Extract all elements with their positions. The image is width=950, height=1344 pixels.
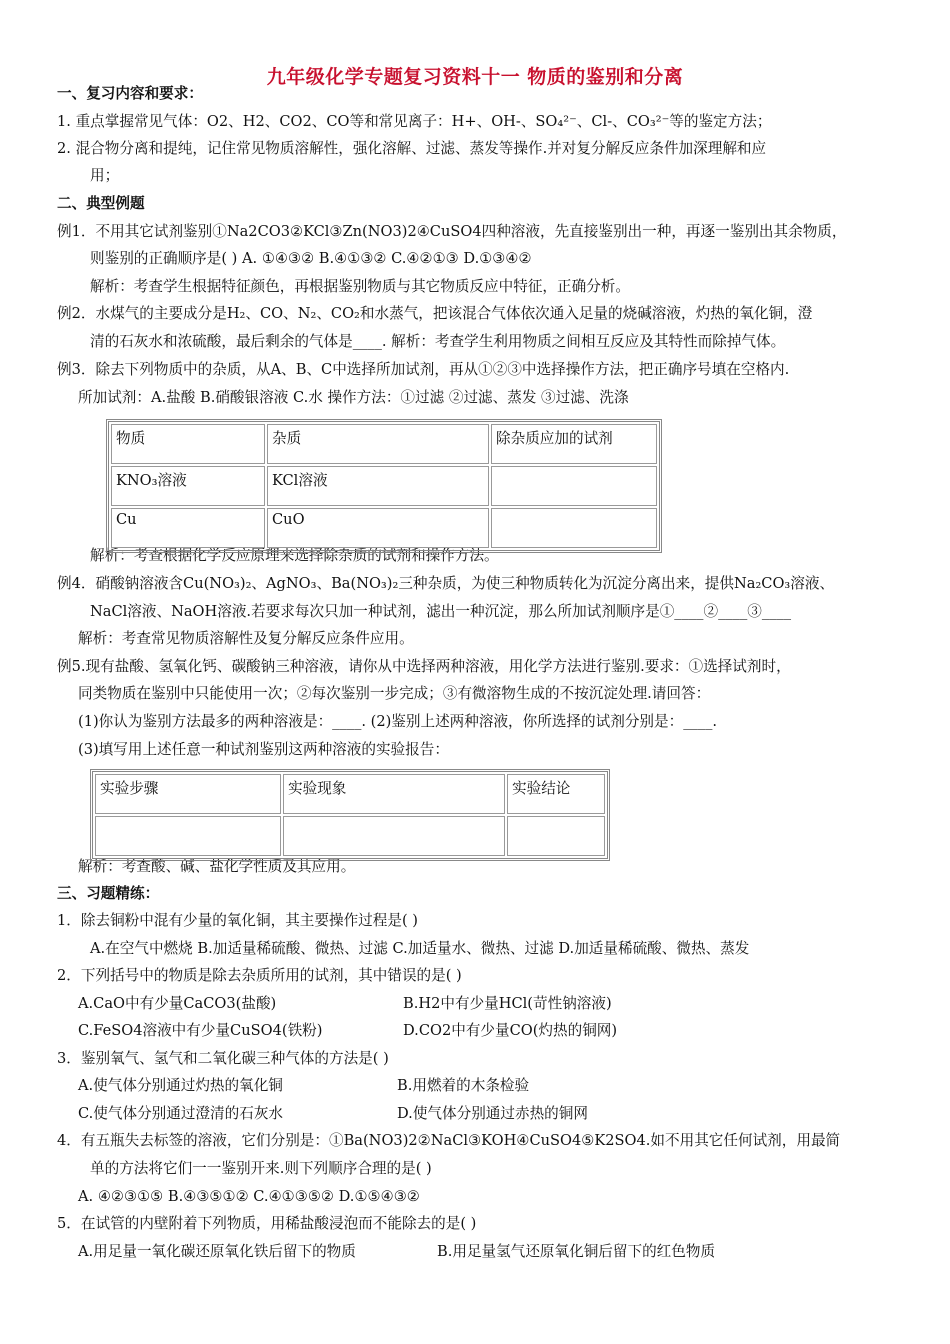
table-header-cell: 杂质 [267, 424, 489, 464]
text-line: 2．下列括号中的物质是除去杂质所用的试剂，其中错误的是( ) [57, 967, 462, 984]
table-header-cell: 实验步骤 [95, 774, 281, 814]
table-header-cell: 实验现象 [283, 774, 505, 814]
table-cell: CuO [267, 508, 489, 548]
text-line: 3．鉴别氧气、氢气和二氧化碳三种气体的方法是( ) [57, 1050, 389, 1067]
text-line: D.使气体分别通过赤热的铜网 [397, 1105, 588, 1122]
text-line: C.使气体分别通过澄清的石灰水 [78, 1105, 284, 1122]
text-line: 例1．不用其它试剂鉴别①Na2CO3②KCl③Zn(NO3)2④CuSO4四种溶液，先直接鉴别出一种，再逐一鉴别出其余物质， [57, 223, 847, 240]
text-line: C.FeSO4溶液中有少量CuSO4(铁粉) [78, 1022, 323, 1039]
text-line: 例4．硝酸钠溶液含Cu(NO₃)₂、AgNO₃、Ba(NO₃)₂三种杂质，为使三种物质转化为沉淀分离出来，提供Na₂CO₃溶液、 [57, 575, 835, 592]
text-line: 2. 混合物分离和提纯，记住常见物质溶解性，强化溶解、过滤、蒸发等操作.并对复分解反应条件加深理解和应 [57, 140, 767, 157]
experiment-report-table [90, 769, 610, 861]
table-cell [95, 816, 281, 856]
text-line: A. ④②③①⑤ B.④③⑤①② C.④①③⑤② D.①⑤④③② [78, 1188, 420, 1205]
impurity-table [106, 419, 662, 553]
text-line: A.CaO中有少量CaCO3(盐酸) [78, 995, 277, 1012]
text-line: 5．在试管的内壁附着下列物质，用稀盐酸浸泡而不能除去的是( ) [57, 1215, 477, 1232]
text-line: 同类物质在鉴别中只能使用一次；②每次鉴别一步完成；③有微溶物生成的不按沉淀处理.请回答： [78, 685, 711, 702]
text-line: 例5.现有盐酸、氢氧化钙、碳酸钠三种溶液，请你从中选择两种溶液，用化学方法进行鉴别.要求：①选择试剂时， [57, 658, 791, 675]
text-line: 所加试剂：A.盐酸 B.硝酸银溶液 C.水 操作方法：①过滤 ②过滤、蒸发 ③过滤、洗涤 [78, 389, 629, 406]
text-line: 例2．水煤气的主要成分是H₂、CO、N₂、CO₂和水蒸气，把该混合气体依次通入足量的烧碱溶液，灼热的氧化铜，澄 [57, 305, 813, 322]
text-line: 1．除去铜粉中混有少量的氧化铜，其主要操作过程是( ) [57, 912, 418, 929]
text-line: D.CO2中有少量CO(灼热的铜网) [403, 1022, 618, 1039]
text-line: 则鉴别的正确顺序是( ) A. ①④③② B.④①③② C.④②①③ D.①③④② [90, 250, 532, 267]
text-line: 解析：考查根据化学反应原理来选择除杂质的试剂和操作方法。 [90, 547, 499, 564]
table-cell [491, 508, 657, 548]
table-cell [507, 816, 605, 856]
table-header-cell: 物质 [111, 424, 265, 464]
text-line: B.H2中有少量HCl(苛性钠溶液) [403, 995, 612, 1012]
table-header-cell: 除杂质应加的试剂 [491, 424, 657, 464]
page-title: 九年级化学专题复习资料十一 物质的鉴别和分离 [266, 66, 684, 88]
section-heading: 三、习题精练： [57, 885, 160, 902]
text-line: (3)填写用上述任意一种试剂鉴别这两种溶液的实验报告： [78, 741, 449, 758]
text-line: 解析：考查酸、碱、盐化学性质及其应用。 [78, 858, 356, 875]
table-cell: Cu [111, 508, 265, 548]
text-line: 单的方法将它们一一鉴别开来.则下列顺序合理的是( ) [90, 1160, 432, 1177]
table-header-cell: 实验结论 [507, 774, 605, 814]
text-line: B.用燃着的木条检验 [397, 1077, 530, 1094]
text-line: (1)你认为鉴别方法最多的两种溶液是：____. (2)鉴别上述两种溶液，你所选择的试剂分别是：____. [78, 713, 718, 730]
text-line: 4．有五瓶失去标签的溶液，它们分别是：①Ba(NO3)2②NaCl③KOH④CuSO4⑤K2SO4.如不用其它任何试剂，用最简 [57, 1132, 841, 1149]
text-line: 用； [90, 167, 120, 184]
text-line: A.使气体分别通过灼热的氧化铜 [78, 1077, 283, 1094]
text-line: 解析：考查常见物质溶解性及复分解反应条件应用。 [78, 630, 414, 647]
table-cell [491, 466, 657, 506]
text-line: NaCl溶液、NaOH溶液.若要求每次只加一种试剂，滤出一种沉淀，那么所加试剂顺序是①____②____③____ [90, 603, 792, 620]
section-heading: 二、典型例题 [57, 195, 145, 212]
section-heading: 一、复习内容和要求： [57, 85, 203, 102]
table-cell: KNO₃溶液 [111, 466, 265, 506]
text-line: A.用足量一氧化碳还原氧化铁后留下的物质 [78, 1243, 356, 1260]
table-cell: KCl溶液 [267, 466, 489, 506]
text-line: 清的石灰水和浓硫酸，最后剩余的气体是____. 解析：考查学生利用物质之间相互反应及其特性而除掉气体。 [90, 333, 786, 350]
text-line: A.在空气中燃烧 B.加适量稀硫酸、微热、过滤 C.加适量水、微热、过滤 D.加适量稀硫酸、微热、蒸发 [90, 940, 750, 957]
text-line: 1. 重点掌握常见气体：O2、H2、CO2、CO等和常见离子：H+、OH-、SO₄²⁻、Cl-、CO₃²⁻等的鉴定方法； [57, 113, 772, 130]
text-line: 解析：考查学生根据特征颜色，再根据鉴别物质与其它物质反应中特征，正确分析。 [90, 278, 630, 295]
table-cell [283, 816, 505, 856]
text-line: B.用足量氢气还原氧化铜后留下的红色物质 [437, 1243, 716, 1260]
text-line: 例3．除去下列物质中的杂质，从A、B、C中选择所加试剂，再从①②③中选择操作方法，把正确序号填在空格内. [57, 361, 790, 378]
